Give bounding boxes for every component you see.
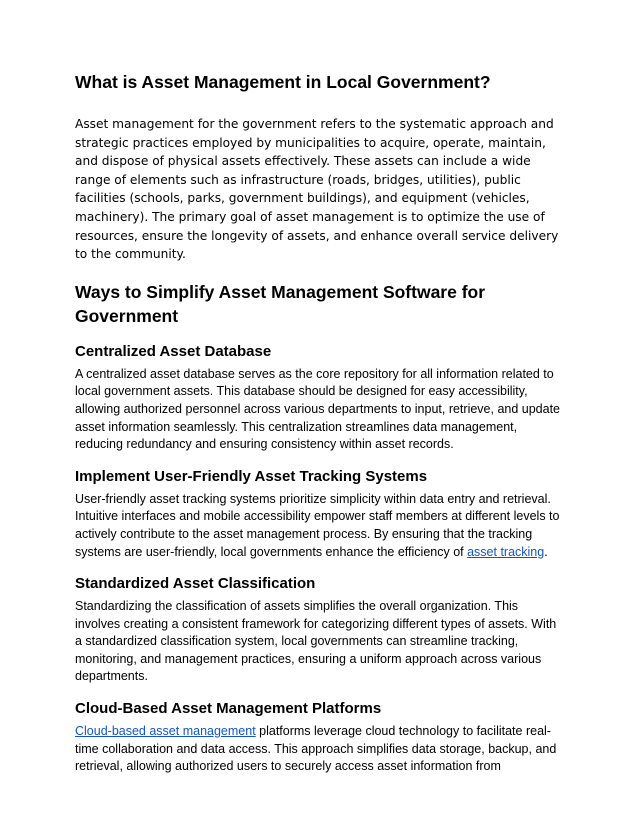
subsection-text-tracking-systems xyxy=(75,491,565,561)
asset-tracking-link[interactable]: asset tracking xyxy=(467,544,545,559)
subsection-heading-centralized-database: Centralized Asset Database xyxy=(75,342,272,360)
subsection-heading-classification: Standardized Asset Classification xyxy=(75,575,316,593)
cloud-asset-management-link[interactable]: Cloud-based asset management xyxy=(75,724,256,739)
subsection-text-cloud-platforms xyxy=(75,723,565,776)
tracking-text-before-link: User-friendly asset tracking systems prioritize simplicity within data entry and retrieval. Intuitive interfaces and mobile accessibility empower staff members at different levels to actively contribute to the asset management process. By ensuring that the tracking systems are user-friendly, local governments enhance the efficiency of xyxy=(75,491,560,559)
tracking-text-after-link: . xyxy=(544,544,548,559)
subsection-heading-cloud-platforms: Cloud-Based Asset Management Platforms xyxy=(75,700,382,718)
subsection-text-classification: Standardizing the classification of assets simplifies the overall organization. This involves creating a consistent framework for categorizing different types of assets. With a standardized classification system, local governments can streamline tracking, monitoring, and management practices, ensuring a uniform approach across various departments. xyxy=(75,599,557,684)
section-title: Ways to Simplify Asset Management Software for Government xyxy=(75,281,486,326)
document-page xyxy=(75,70,565,789)
intro-paragraph: Asset management for the government refers to the systematic approach and strategic practices employed by municipalities to acquire, operate, maintain, and dispose of physical assets effectively. These assets can include a wide range of elements such as infrastructure (roads, bridges, utilities), public facilities (schools, parks, government buildings), and equipment (vehicles, machinery). The primary goal of asset management is to optimize the use of resources, ensure the longevity of assets, and enhance overall service delivery to the community. xyxy=(75,117,559,262)
subsection-heading-tracking-systems: Implement User-Friendly Asset Tracking Systems xyxy=(75,467,428,485)
article-title: What is Asset Management in Local Government? xyxy=(75,72,491,92)
subsection-text-centralized-database: A centralized asset database serves as the core repository for all information related to local government assets. This database should be designed for easy accessibility, allowing authorized personnel across various departments to input, retrieve, and update asset information seamlessly. This centralization streamlines data management, reducing redundancy and ensuring consistency within asset records. xyxy=(75,366,561,452)
cloud-text-after-link: platforms leverage cloud technology to facilitate real-time collaboration and data access. This approach simplifies data storage, backup, and retrieval, allowing authorized users to securely access asset information from xyxy=(75,724,557,774)
